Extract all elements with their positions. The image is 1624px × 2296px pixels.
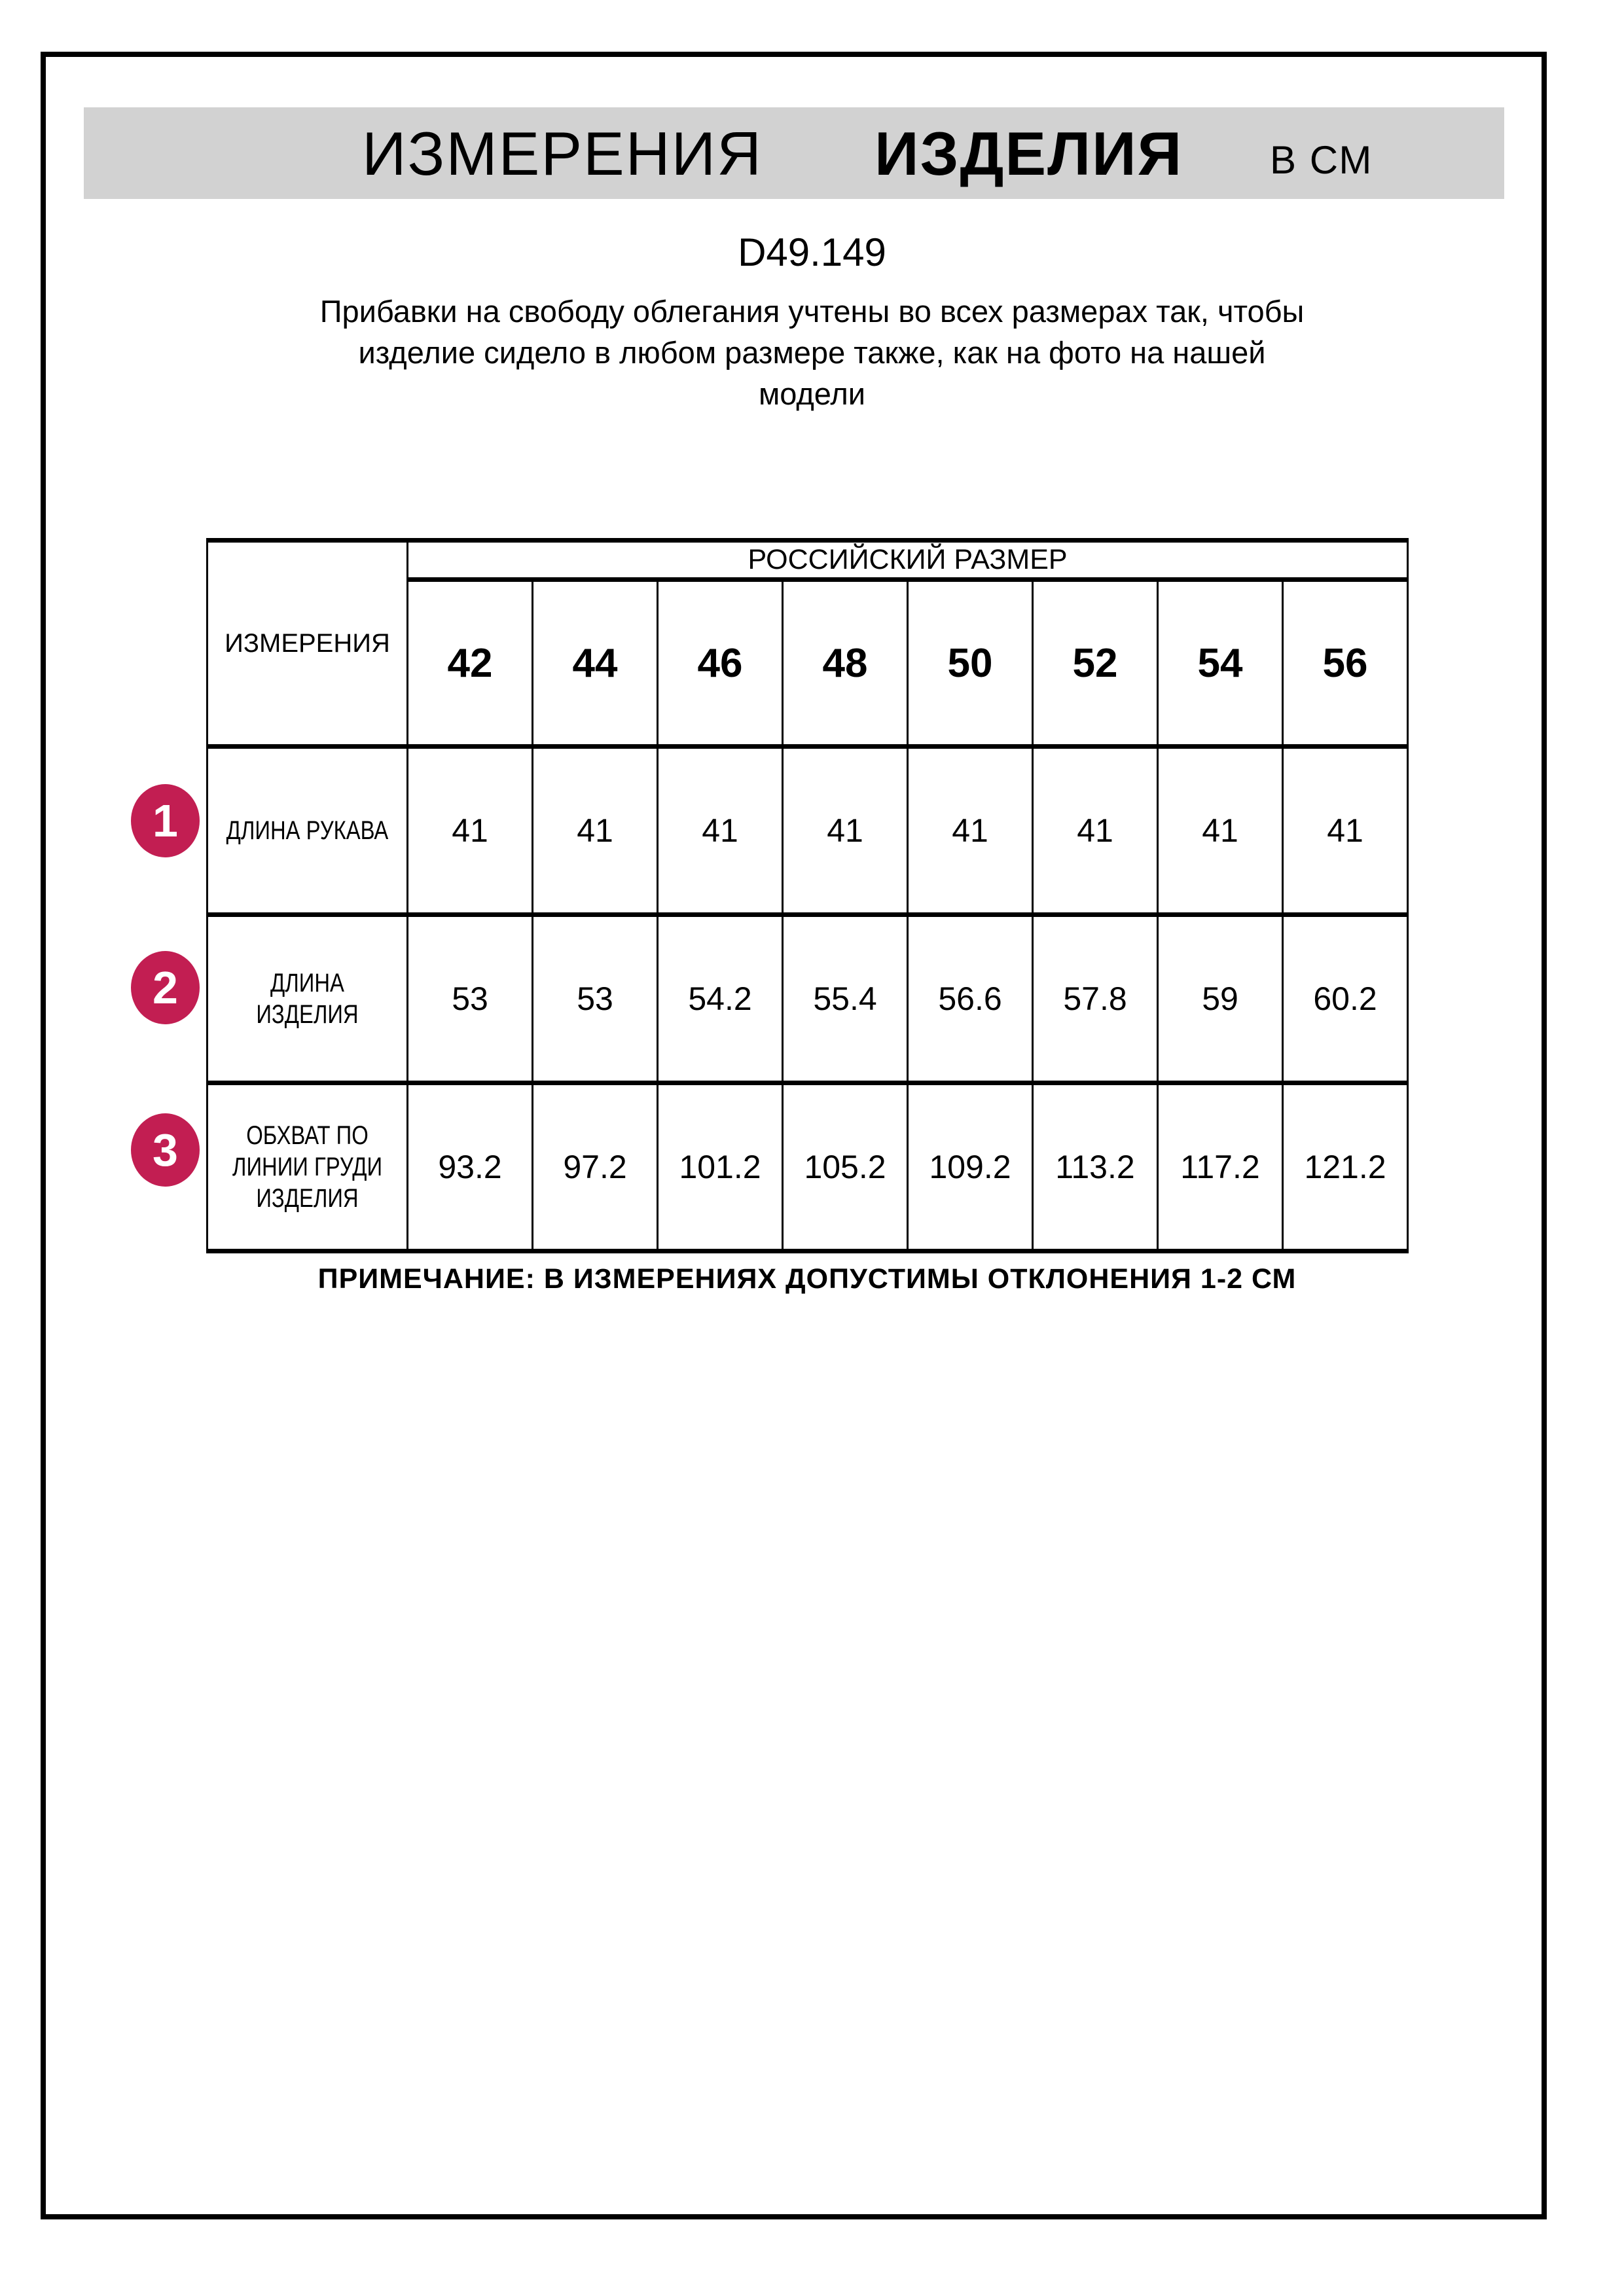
row-label-line: ИЗДЕЛИЯ: [256, 1000, 359, 1029]
value-cell: [408, 915, 533, 1083]
value: 41: [1327, 812, 1363, 849]
value: 113.2: [1055, 1149, 1135, 1185]
size-group-header-cell: [408, 541, 1408, 580]
row-label-line: ЛИНИИ ГРУДИ: [232, 1153, 383, 1181]
row-marker-number: 1: [153, 795, 178, 846]
value: 97.2: [563, 1149, 627, 1185]
size-header-cell: [1033, 580, 1158, 747]
value-cell: [908, 1083, 1033, 1251]
size-header-cell: [1158, 580, 1283, 747]
row-label-line: ОБХВАТ ПО: [246, 1121, 369, 1150]
row-label-line: ИЗДЕЛИЯ: [256, 1184, 359, 1213]
row-label-cell: [208, 747, 408, 915]
table-row-chest-girth: [208, 1083, 1408, 1251]
row-marker-1: [131, 784, 200, 857]
row-marker-3: [131, 1113, 200, 1187]
size-table: [206, 538, 1409, 1253]
size-header-cell: [783, 580, 908, 747]
description: [0, 291, 1624, 414]
value: 59: [1202, 980, 1238, 1017]
size-header-cell: [658, 580, 783, 747]
description-line: Прибавки на свободу облегания учтены во всех размерах так, чтобы: [319, 294, 1305, 329]
title-bar: [84, 107, 1504, 199]
size-label: 52: [1072, 640, 1118, 686]
title-unit: В СМ: [1270, 138, 1373, 182]
table-row-sleeve-length: [208, 747, 1408, 915]
value: 105.2: [804, 1149, 886, 1185]
value-cell: [1283, 1083, 1408, 1251]
row-label-cell: [208, 915, 408, 1083]
value-cell: [783, 1083, 908, 1251]
row-label-line: ДЛИНА РУКАВА: [226, 816, 389, 845]
row-marker-number: 3: [153, 1124, 178, 1175]
size-label: 56: [1322, 640, 1368, 686]
value-cell: [408, 1083, 533, 1251]
value: 117.2: [1180, 1149, 1260, 1185]
corner-label-cell: [208, 541, 408, 747]
value-cell: [908, 915, 1033, 1083]
value: 41: [1077, 812, 1113, 849]
value: 41: [577, 812, 613, 849]
value-cell: [1033, 915, 1158, 1083]
product-code: D49.149: [738, 230, 886, 274]
value: 41: [702, 812, 738, 849]
value-cell: [533, 1083, 658, 1251]
size-label: 54: [1197, 640, 1243, 686]
value-cell: [1033, 1083, 1158, 1251]
value: 93.2: [438, 1149, 502, 1185]
size-header-cell: [408, 580, 533, 747]
size-label: 44: [572, 640, 618, 686]
value: 41: [827, 812, 863, 849]
value-cell: [533, 747, 658, 915]
value: 53: [452, 980, 488, 1017]
value-cell: [783, 915, 908, 1083]
value: 41: [452, 812, 488, 849]
value-cell: [1158, 747, 1283, 915]
value-cell: [1283, 747, 1408, 915]
value-cell: [1158, 1083, 1283, 1251]
corner-label: ИЗМЕРЕНИЯ: [225, 628, 390, 658]
size-header-cell: [908, 580, 1033, 747]
size-group-label: РОССИЙСКИЙ РАЗМЕР: [748, 544, 1068, 575]
value: 55.4: [813, 980, 877, 1017]
value: 53: [577, 980, 613, 1017]
size-label: 42: [447, 640, 493, 686]
value-cell: [783, 747, 908, 915]
description-line: изделие сидело в любом размере также, как на фото на нашей: [358, 335, 1266, 370]
value: 54.2: [688, 980, 752, 1017]
value: 60.2: [1313, 980, 1377, 1017]
value-cell: [1033, 747, 1158, 915]
value: 57.8: [1063, 980, 1127, 1017]
value-cell: [408, 747, 533, 915]
value-cell: [658, 1083, 783, 1251]
value: 41: [1202, 812, 1238, 849]
value-cell: [908, 747, 1033, 915]
size-label: 50: [947, 640, 993, 686]
value: 101.2: [679, 1149, 761, 1185]
value-cell: [1158, 915, 1283, 1083]
size-label: 48: [822, 640, 868, 686]
description-line: модели: [758, 376, 866, 411]
value-cell: [658, 747, 783, 915]
title-measurements: ИЗМЕРЕНИЯ: [362, 119, 763, 188]
note: ПРИМЕЧАНИЕ: В ИЗМЕРЕНИЯХ ДОПУСТИМЫ ОТКЛОНЕНИЯ 1-2 СМ: [317, 1263, 1297, 1295]
table-row-garment-length: [208, 915, 1408, 1083]
size-header-cell: [1283, 580, 1408, 747]
value: 109.2: [929, 1149, 1011, 1185]
size-label: 46: [697, 640, 743, 686]
value: 41: [952, 812, 988, 849]
value: 121.2: [1304, 1149, 1386, 1185]
row-marker-2: [131, 951, 200, 1024]
value-cell: [1283, 915, 1408, 1083]
row-marker-number: 2: [153, 962, 178, 1013]
title-product: ИЗДЕЛИЯ: [875, 119, 1183, 188]
value-cell: [533, 915, 658, 1083]
row-label-cell: [208, 1083, 408, 1251]
value-cell: [658, 915, 783, 1083]
size-header-cell: [533, 580, 658, 747]
value: 56.6: [938, 980, 1002, 1017]
row-label-line: ДЛИНА: [270, 969, 344, 997]
